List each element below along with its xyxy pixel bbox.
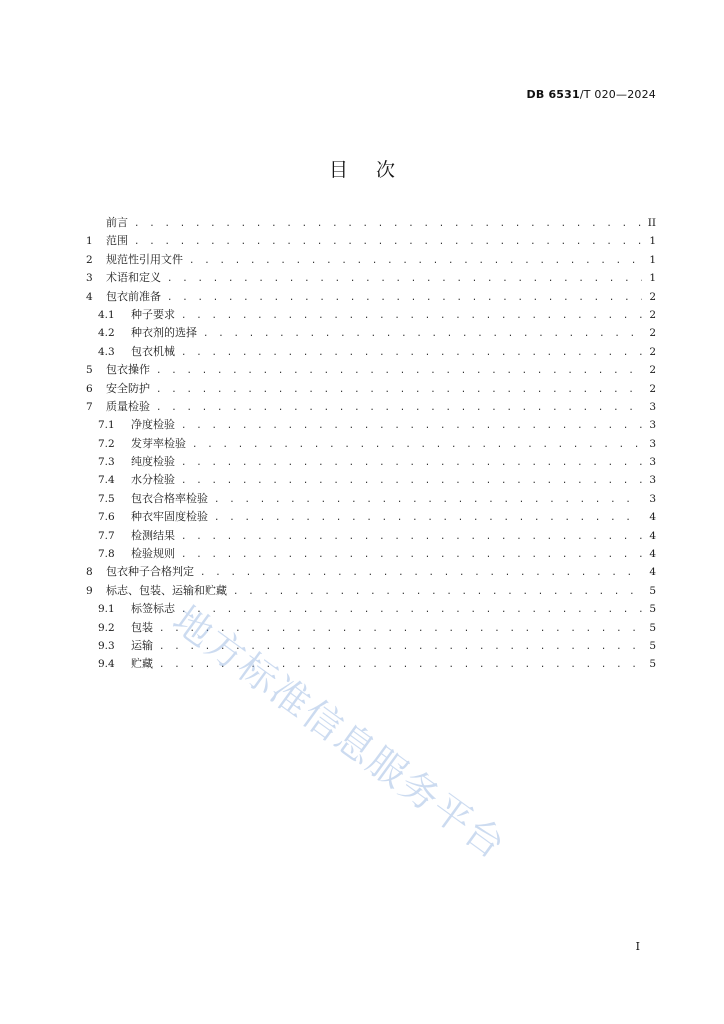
toc-dot-leader — [134, 215, 642, 233]
toc-dot-leader — [181, 454, 642, 472]
toc-entry-page: 5 — [649, 621, 656, 634]
toc-entry[interactable] — [86, 527, 656, 545]
toc-dot-leader — [159, 620, 642, 638]
toc-entry[interactable] — [86, 563, 656, 581]
table-of-contents — [86, 214, 656, 674]
toc-dot-leader — [233, 583, 642, 601]
toc-entry-number: 7 — [86, 400, 93, 413]
toc-entry[interactable] — [86, 435, 656, 453]
toc-entry-number: 7.4 — [98, 474, 115, 487]
standard-code-suffix: /T 020—2024 — [579, 88, 656, 101]
toc-entry-label: 包衣前准备 — [106, 289, 161, 303]
toc-entry[interactable] — [86, 655, 656, 673]
toc-entry[interactable] — [86, 306, 656, 324]
toc-entry-label: 检测结果 — [131, 528, 175, 542]
toc-entry-label: 规范性引用文件 — [106, 252, 183, 266]
toc-entry-page: 4 — [649, 529, 656, 542]
toc-entry[interactable] — [86, 416, 656, 434]
toc-entry-page: 3 — [649, 474, 656, 487]
toc-entry-page: 4 — [649, 511, 656, 524]
toc-entry-page: 1 — [649, 253, 656, 266]
toc-entry-label: 种衣剂的选择 — [131, 326, 197, 340]
toc-dot-leader — [200, 564, 642, 582]
toc-dot-leader — [181, 601, 642, 619]
toc-dot-leader — [181, 307, 642, 325]
toc-entry-label: 种子要求 — [131, 307, 175, 321]
toc-entry[interactable] — [86, 324, 656, 342]
toc-dot-leader — [181, 472, 642, 490]
toc-entry[interactable] — [86, 380, 656, 398]
toc-entry-page: 4 — [649, 548, 656, 561]
toc-entry-number: 9.1 — [98, 603, 115, 616]
toc-entry-page: 3 — [649, 492, 656, 505]
toc-entry-label: 包装 — [131, 620, 153, 634]
toc-entry-number: 4 — [86, 290, 93, 303]
standard-code-prefix: DB 6531 — [526, 88, 580, 101]
toc-entry-number: 9.4 — [98, 658, 115, 671]
toc-entry-number: 4.2 — [98, 327, 115, 340]
toc-entry-page: 3 — [649, 437, 656, 450]
toc-entry-label: 前言 — [106, 216, 128, 229]
toc-entry-label: 发芽率检验 — [131, 436, 186, 450]
toc-entry-label: 包衣机械 — [131, 344, 175, 358]
toc-entry-number: 2 — [86, 253, 93, 266]
toc-entry-label: 包衣种子合格判定 — [106, 565, 194, 579]
toc-entry[interactable] — [86, 343, 656, 361]
toc-entry-page: 2 — [649, 327, 656, 340]
toc-entry-number: 4.3 — [98, 345, 115, 358]
toc-entry-number: 9.3 — [98, 639, 115, 652]
toc-entry-page: 5 — [649, 658, 656, 671]
toc-entry-label: 水分检验 — [131, 473, 175, 487]
toc-dot-leader — [156, 362, 642, 380]
toc-entry-label: 标志、包装、运输和贮藏 — [106, 583, 227, 597]
toc-entry-number: 7.3 — [98, 456, 115, 469]
toc-entry[interactable] — [86, 545, 656, 563]
toc-entry-page: 3 — [649, 456, 656, 469]
toc-dot-leader — [192, 436, 642, 454]
toc-entry-number: 7.7 — [98, 529, 115, 542]
toc-entry-page: 5 — [649, 603, 656, 616]
toc-entry-page: 5 — [649, 584, 656, 597]
toc-entry-label: 术语和定义 — [106, 271, 161, 285]
toc-entry-page: 3 — [649, 400, 656, 413]
watermark: 地方标准信息服务平台 — [164, 597, 515, 869]
page-number: I — [635, 940, 640, 953]
toc-dot-leader — [134, 233, 642, 251]
toc-dot-leader — [181, 528, 642, 546]
toc-entry[interactable] — [86, 637, 656, 655]
toc-entry-page: 1 — [649, 272, 656, 285]
toc-entry-number: 1 — [86, 235, 93, 248]
toc-entry-number: 9 — [86, 584, 93, 597]
toc-entry-page: 2 — [649, 382, 656, 395]
toc-dot-leader — [203, 325, 642, 343]
toc-dot-leader — [214, 491, 642, 509]
toc-dot-leader — [181, 344, 642, 362]
toc-entry-label: 种衣牢固度检验 — [131, 510, 208, 524]
toc-entry[interactable] — [86, 619, 656, 637]
toc-entry-label: 纯度检验 — [131, 455, 175, 469]
toc-entry-number: 6 — [86, 382, 93, 395]
toc-entry[interactable] — [86, 490, 656, 508]
toc-entry[interactable] — [86, 288, 656, 306]
toc-entry-page: 2 — [649, 290, 656, 303]
toc-entry[interactable] — [86, 582, 656, 600]
toc-entry-page: 1 — [649, 235, 656, 248]
toc-dot-leader — [159, 638, 642, 656]
toc-entry-number: 9.2 — [98, 621, 115, 634]
toc-entry[interactable] — [86, 398, 656, 416]
toc-dot-leader — [167, 289, 642, 307]
toc-dot-leader — [189, 252, 642, 270]
toc-entry-page: II — [647, 217, 656, 229]
toc-entry-label: 贮藏 — [131, 657, 153, 671]
toc-entry-label: 运输 — [131, 638, 153, 652]
toc-dot-leader — [181, 546, 642, 564]
toc-entry-label: 检验规则 — [131, 547, 175, 561]
toc-entry[interactable] — [86, 232, 656, 250]
toc-entry-number: 4.1 — [98, 308, 115, 321]
toc-entry-number: 3 — [86, 272, 93, 285]
toc-dot-leader — [181, 417, 642, 435]
toc-dot-leader — [156, 381, 642, 399]
toc-entry-label: 包衣合格率检验 — [131, 491, 208, 505]
toc-entry-number: 7.2 — [98, 437, 115, 450]
toc-entry-page: 2 — [649, 345, 656, 358]
toc-entry-page: 2 — [649, 364, 656, 377]
toc-entry[interactable] — [86, 251, 656, 269]
toc-entry[interactable] — [86, 471, 656, 489]
toc-entry-number: 8 — [86, 566, 93, 579]
toc-entry-label: 包衣操作 — [106, 363, 150, 377]
toc-entry-label: 质量检验 — [106, 399, 150, 413]
toc-entry-number: 7.1 — [98, 419, 115, 432]
toc-entry[interactable] — [86, 600, 656, 618]
toc-entry-label: 安全防护 — [106, 381, 150, 395]
toc-dot-leader — [159, 656, 642, 674]
toc-entry[interactable] — [86, 508, 656, 526]
toc-dot-leader — [214, 509, 642, 527]
toc-entry-page: 3 — [649, 419, 656, 432]
toc-entry[interactable] — [86, 214, 656, 232]
toc-dot-leader — [167, 270, 642, 288]
toc-entry-page: 2 — [649, 308, 656, 321]
toc-title: 目次 — [328, 159, 423, 181]
standard-code — [527, 88, 657, 101]
toc-entry-label: 净度检验 — [131, 418, 175, 432]
toc-entry-page: 5 — [649, 639, 656, 652]
toc-entry[interactable] — [86, 361, 656, 379]
toc-dot-leader — [156, 399, 642, 417]
toc-entry[interactable] — [86, 269, 656, 287]
toc-entry-label: 范围 — [106, 234, 128, 248]
toc-entry-number: 7.5 — [98, 492, 115, 505]
toc-entry[interactable] — [86, 453, 656, 471]
toc-entry-number: 7.8 — [98, 548, 115, 561]
toc-entry-number: 5 — [86, 364, 93, 377]
toc-entry-page: 4 — [649, 566, 656, 579]
toc-entry-label: 标签标志 — [131, 602, 175, 616]
toc-entry-number: 7.6 — [98, 511, 115, 524]
